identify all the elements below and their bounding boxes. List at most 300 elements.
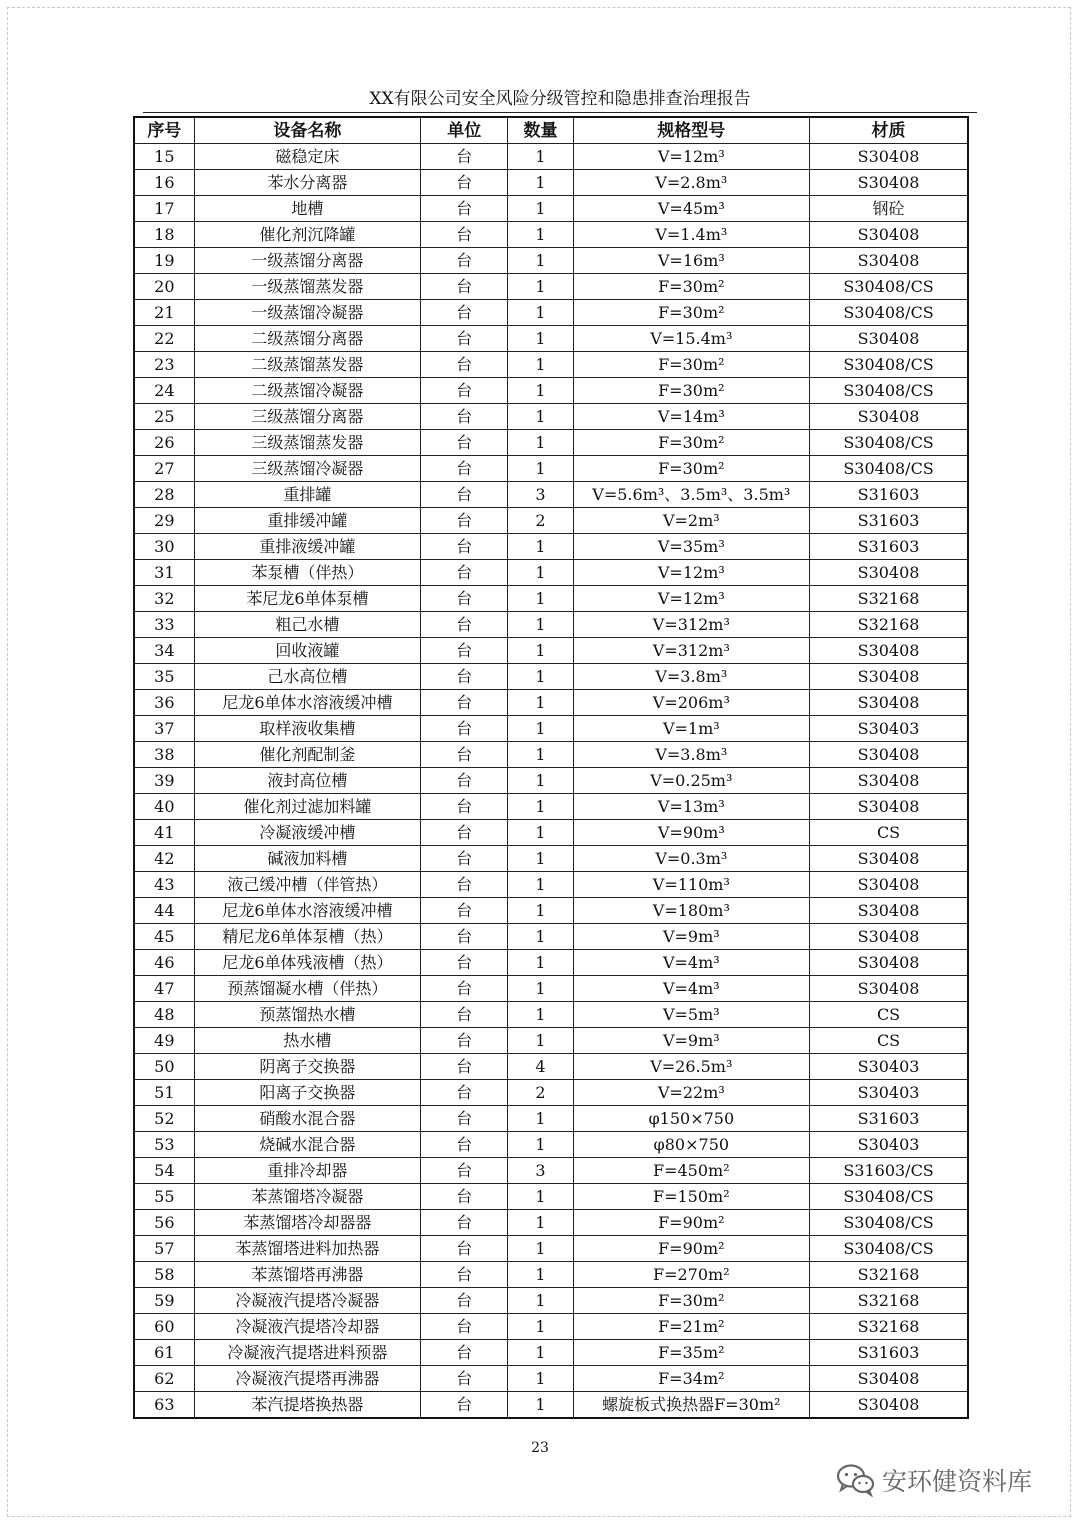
unit-cell: 台 — [421, 170, 508, 196]
row-index-cell: 19 — [134, 248, 194, 274]
unit-cell: 台 — [421, 898, 508, 924]
quantity-cell: 1 — [508, 1340, 573, 1366]
unit-cell: 台 — [421, 1080, 508, 1106]
specification-cell: F=30m² — [573, 1288, 810, 1314]
quantity-cell: 1 — [508, 300, 573, 326]
quantity-cell: 1 — [508, 1002, 573, 1028]
quantity-cell: 1 — [508, 1028, 573, 1054]
equipment-name-cell: 苯尼龙6单体泵槽 — [194, 586, 421, 612]
quantity-cell: 1 — [508, 196, 573, 222]
quantity-cell: 1 — [508, 378, 573, 404]
quantity-cell: 1 — [508, 846, 573, 872]
table-row — [134, 274, 968, 300]
table-row — [134, 1106, 968, 1132]
equipment-name-cell: 液封高位槽 — [194, 768, 421, 794]
unit-cell: 台 — [421, 976, 508, 1002]
quantity-cell: 1 — [508, 1314, 573, 1340]
row-index-cell: 39 — [134, 768, 194, 794]
page-number: 23 — [531, 1440, 549, 1456]
material-cell: S30408 — [810, 1366, 968, 1392]
row-index-cell: 16 — [134, 170, 194, 196]
row-index-cell: 35 — [134, 664, 194, 690]
equipment-name-cell: 预蒸馏热水槽 — [194, 1002, 421, 1028]
table-row — [134, 1392, 968, 1419]
table-row — [134, 144, 968, 170]
specification-cell: F=34m² — [573, 1366, 810, 1392]
specification-cell: V=5m³ — [573, 1002, 810, 1028]
quantity-cell: 1 — [508, 1210, 573, 1236]
unit-cell: 台 — [421, 352, 508, 378]
unit-cell: 台 — [421, 1340, 508, 1366]
quantity-cell: 1 — [508, 430, 573, 456]
equipment-name-cell: 冷凝液汽提塔冷却器 — [194, 1314, 421, 1340]
equipment-name-cell: 取样液收集槽 — [194, 716, 421, 742]
quantity-cell: 1 — [508, 768, 573, 794]
table-row — [134, 482, 968, 508]
unit-cell: 台 — [421, 534, 508, 560]
unit-cell: 台 — [421, 1002, 508, 1028]
quantity-cell: 1 — [508, 248, 573, 274]
table-row — [134, 1080, 968, 1106]
material-cell: 钢砼 — [810, 196, 968, 222]
row-index-cell: 31 — [134, 560, 194, 586]
row-index-cell: 38 — [134, 742, 194, 768]
material-cell: S30403 — [810, 1080, 968, 1106]
specification-cell: V=13m³ — [573, 794, 810, 820]
unit-cell: 台 — [421, 1314, 508, 1340]
material-cell: S30403 — [810, 1054, 968, 1080]
row-index-cell: 59 — [134, 1288, 194, 1314]
specification-cell: F=30m² — [573, 274, 810, 300]
specification-cell: φ80×750 — [573, 1132, 810, 1158]
material-cell: S30408 — [810, 638, 968, 664]
table-row — [134, 1028, 968, 1054]
specification-cell: V=12m³ — [573, 144, 810, 170]
material-cell: S30408 — [810, 872, 968, 898]
unit-cell: 台 — [421, 1262, 508, 1288]
row-index-cell: 42 — [134, 846, 194, 872]
equipment-name-cell: 硝酸水混合器 — [194, 1106, 421, 1132]
equipment-name-cell: 热水槽 — [194, 1028, 421, 1054]
specification-cell: F=30m² — [573, 300, 810, 326]
table-row — [134, 352, 968, 378]
unit-cell: 台 — [421, 144, 508, 170]
quantity-cell: 3 — [508, 482, 573, 508]
row-index-cell: 53 — [134, 1132, 194, 1158]
row-index-cell: 52 — [134, 1106, 194, 1132]
specification-cell: V=2.8m³ — [573, 170, 810, 196]
row-index-cell: 20 — [134, 274, 194, 300]
equipment-name-cell: 阴离子交换器 — [194, 1054, 421, 1080]
equipment-name-cell: 苯蒸馏塔冷凝器 — [194, 1184, 421, 1210]
quantity-cell: 1 — [508, 1392, 573, 1419]
material-cell: S30408/CS — [810, 1184, 968, 1210]
unit-cell: 台 — [421, 1158, 508, 1184]
unit-cell: 台 — [421, 794, 508, 820]
table-row — [134, 1184, 968, 1210]
equipment-name-cell: 一级蒸馏蒸发器 — [194, 274, 421, 300]
material-cell: S30408/CS — [810, 300, 968, 326]
equipment-name-cell: 液己缓冲槽（伴管热） — [194, 872, 421, 898]
row-index-cell: 41 — [134, 820, 194, 846]
material-cell: S30408 — [810, 560, 968, 586]
equipment-table — [133, 116, 969, 1419]
specification-cell: V=110m³ — [573, 872, 810, 898]
material-cell: S30408/CS — [810, 378, 968, 404]
specification-cell: V=1.4m³ — [573, 222, 810, 248]
quantity-cell: 1 — [508, 794, 573, 820]
specification-cell: V=90m³ — [573, 820, 810, 846]
unit-cell: 台 — [421, 924, 508, 950]
specification-cell: V=12m³ — [573, 586, 810, 612]
equipment-name-cell: 一级蒸馏分离器 — [194, 248, 421, 274]
material-cell: S30408/CS — [810, 274, 968, 300]
table-row — [134, 1002, 968, 1028]
equipment-name-cell: 重排液缓冲罐 — [194, 534, 421, 560]
equipment-name-cell: 一级蒸馏冷凝器 — [194, 300, 421, 326]
specification-cell: F=150m² — [573, 1184, 810, 1210]
material-cell: S30408 — [810, 248, 968, 274]
equipment-name-cell: 尼龙6单体水溶液缓冲槽 — [194, 690, 421, 716]
equipment-name-cell: 三级蒸馏蒸发器 — [194, 430, 421, 456]
material-cell: S30408 — [810, 404, 968, 430]
specification-cell: V=2m³ — [573, 508, 810, 534]
specification-cell: F=21m² — [573, 1314, 810, 1340]
row-index-cell: 34 — [134, 638, 194, 664]
table-row — [134, 248, 968, 274]
row-index-cell: 26 — [134, 430, 194, 456]
material-cell: CS — [810, 1002, 968, 1028]
unit-cell: 台 — [421, 248, 508, 274]
table-row — [134, 742, 968, 768]
unit-cell: 台 — [421, 690, 508, 716]
material-cell: CS — [810, 820, 968, 846]
material-cell: S30408 — [810, 898, 968, 924]
material-cell: S30408 — [810, 222, 968, 248]
row-index-cell: 15 — [134, 144, 194, 170]
unit-cell: 台 — [421, 482, 508, 508]
material-cell: S31603 — [810, 1340, 968, 1366]
equipment-name-cell: 苯汽提塔换热器 — [194, 1392, 421, 1419]
table-row — [134, 1366, 968, 1392]
table-row — [134, 976, 968, 1002]
table-row — [134, 378, 968, 404]
table-row — [134, 1210, 968, 1236]
equipment-name-cell: 阳离子交换器 — [194, 1080, 421, 1106]
row-index-cell: 56 — [134, 1210, 194, 1236]
specification-cell: 螺旋板式换热器F=30m² — [573, 1392, 810, 1419]
specification-cell: F=90m² — [573, 1236, 810, 1262]
column-header-specification: 规格型号 — [573, 117, 810, 144]
unit-cell: 台 — [421, 508, 508, 534]
material-cell: S32168 — [810, 1288, 968, 1314]
quantity-cell: 1 — [508, 742, 573, 768]
table-row — [134, 664, 968, 690]
unit-cell: 台 — [421, 1288, 508, 1314]
equipment-name-cell: 磁稳定床 — [194, 144, 421, 170]
table-row — [134, 898, 968, 924]
unit-cell: 台 — [421, 820, 508, 846]
row-index-cell: 30 — [134, 534, 194, 560]
specification-cell: F=450m² — [573, 1158, 810, 1184]
equipment-name-cell: 地槽 — [194, 196, 421, 222]
specification-cell: V=5.6m³、3.5m³、3.5m³ — [573, 482, 810, 508]
unit-cell: 台 — [421, 378, 508, 404]
row-index-cell: 23 — [134, 352, 194, 378]
row-index-cell: 33 — [134, 612, 194, 638]
unit-cell: 台 — [421, 1028, 508, 1054]
quantity-cell: 1 — [508, 144, 573, 170]
unit-cell: 台 — [421, 326, 508, 352]
wechat-icon — [836, 1463, 876, 1497]
table-row — [134, 430, 968, 456]
unit-cell: 台 — [421, 638, 508, 664]
unit-cell: 台 — [421, 1366, 508, 1392]
material-cell: S30408/CS — [810, 352, 968, 378]
material-cell: S31603 — [810, 534, 968, 560]
specification-cell: V=206m³ — [573, 690, 810, 716]
table-row — [134, 690, 968, 716]
equipment-name-cell: 烧碱水混合器 — [194, 1132, 421, 1158]
quantity-cell: 1 — [508, 820, 573, 846]
document-header-title: XX有限公司安全风险分级管控和隐患排查治理报告 — [143, 86, 977, 113]
column-header-quantity: 数量 — [508, 117, 573, 144]
unit-cell: 台 — [421, 742, 508, 768]
row-index-cell: 54 — [134, 1158, 194, 1184]
equipment-name-cell: 苯蒸馏塔冷却器器 — [194, 1210, 421, 1236]
unit-cell: 台 — [421, 274, 508, 300]
column-header-equipment-name: 设备名称 — [194, 117, 421, 144]
row-index-cell: 49 — [134, 1028, 194, 1054]
row-index-cell: 63 — [134, 1392, 194, 1419]
row-index-cell: 21 — [134, 300, 194, 326]
equipment-name-cell: 冷凝液缓冲槽 — [194, 820, 421, 846]
material-cell: S30403 — [810, 1132, 968, 1158]
material-cell: CS — [810, 1028, 968, 1054]
quantity-cell: 1 — [508, 1184, 573, 1210]
row-index-cell: 48 — [134, 1002, 194, 1028]
row-index-cell: 58 — [134, 1262, 194, 1288]
quantity-cell: 1 — [508, 898, 573, 924]
material-cell: S30408 — [810, 170, 968, 196]
specification-cell: F=270m² — [573, 1262, 810, 1288]
equipment-name-cell: 三级蒸馏冷凝器 — [194, 456, 421, 482]
equipment-name-cell: 二级蒸馏蒸发器 — [194, 352, 421, 378]
material-cell: S30408 — [810, 326, 968, 352]
equipment-name-cell: 己水高位槽 — [194, 664, 421, 690]
quantity-cell: 1 — [508, 872, 573, 898]
material-cell: S30408 — [810, 950, 968, 976]
material-cell: S30408 — [810, 976, 968, 1002]
material-cell: S31603 — [810, 482, 968, 508]
unit-cell: 台 — [421, 430, 508, 456]
unit-cell: 台 — [421, 950, 508, 976]
row-index-cell: 57 — [134, 1236, 194, 1262]
table-row — [134, 560, 968, 586]
table-row — [134, 924, 968, 950]
specification-cell: V=3.8m³ — [573, 742, 810, 768]
column-header-unit: 单位 — [421, 117, 508, 144]
table-row — [134, 716, 968, 742]
material-cell: S30408 — [810, 664, 968, 690]
table-row — [134, 1236, 968, 1262]
material-cell: S30408/CS — [810, 1236, 968, 1262]
column-header-index: 序号 — [134, 117, 194, 144]
specification-cell: V=35m³ — [573, 534, 810, 560]
row-index-cell: 44 — [134, 898, 194, 924]
specification-cell: V=12m³ — [573, 560, 810, 586]
equipment-name-cell: 碱液加料槽 — [194, 846, 421, 872]
row-index-cell: 37 — [134, 716, 194, 742]
material-cell: S30408 — [810, 690, 968, 716]
unit-cell: 台 — [421, 1236, 508, 1262]
specification-cell: F=30m² — [573, 430, 810, 456]
equipment-name-cell: 重排冷却器 — [194, 1158, 421, 1184]
quantity-cell: 1 — [508, 612, 573, 638]
specification-cell: V=180m³ — [573, 898, 810, 924]
equipment-name-cell: 苯泵槽（伴热） — [194, 560, 421, 586]
table-row — [134, 170, 968, 196]
row-index-cell: 60 — [134, 1314, 194, 1340]
equipment-name-cell: 尼龙6单体残液槽（热） — [194, 950, 421, 976]
material-cell: S30408 — [810, 144, 968, 170]
table-row — [134, 1262, 968, 1288]
row-index-cell: 46 — [134, 950, 194, 976]
quantity-cell: 1 — [508, 560, 573, 586]
material-cell: S31603 — [810, 1106, 968, 1132]
specification-cell: V=4m³ — [573, 950, 810, 976]
quantity-cell: 1 — [508, 1262, 573, 1288]
quantity-cell: 1 — [508, 1288, 573, 1314]
unit-cell: 台 — [421, 586, 508, 612]
specification-cell: F=30m² — [573, 456, 810, 482]
table-row — [134, 456, 968, 482]
specification-cell: V=4m³ — [573, 976, 810, 1002]
table-row — [134, 326, 968, 352]
table-row — [134, 534, 968, 560]
row-index-cell: 25 — [134, 404, 194, 430]
material-cell: S30408 — [810, 794, 968, 820]
table-row — [134, 508, 968, 534]
specification-cell: V=1m³ — [573, 716, 810, 742]
specification-cell: F=90m² — [573, 1210, 810, 1236]
specification-cell: V=22m³ — [573, 1080, 810, 1106]
row-index-cell: 27 — [134, 456, 194, 482]
unit-cell: 台 — [421, 846, 508, 872]
quantity-cell: 1 — [508, 950, 573, 976]
equipment-name-cell: 冷凝液汽提塔进料预器 — [194, 1340, 421, 1366]
equipment-name-cell: 催化剂配制釜 — [194, 742, 421, 768]
unit-cell: 台 — [421, 1054, 508, 1080]
row-index-cell: 55 — [134, 1184, 194, 1210]
row-index-cell: 45 — [134, 924, 194, 950]
row-index-cell: 24 — [134, 378, 194, 404]
specification-cell: V=26.5m³ — [573, 1054, 810, 1080]
specification-cell: F=30m² — [573, 352, 810, 378]
material-cell: S30408 — [810, 1392, 968, 1419]
watermark-text: 安环健资料库 — [882, 1467, 1033, 1496]
specification-cell: V=15.4m³ — [573, 326, 810, 352]
material-cell: S30408/CS — [810, 1210, 968, 1236]
quantity-cell: 2 — [508, 1080, 573, 1106]
unit-cell: 台 — [421, 222, 508, 248]
specification-cell: V=16m³ — [573, 248, 810, 274]
quantity-cell: 1 — [508, 1236, 573, 1262]
equipment-name-cell: 精尼龙6单体泵槽（热） — [194, 924, 421, 950]
material-cell: S30408 — [810, 742, 968, 768]
quantity-cell: 2 — [508, 508, 573, 534]
quantity-cell: 1 — [508, 404, 573, 430]
unit-cell: 台 — [421, 560, 508, 586]
specification-cell: F=30m² — [573, 378, 810, 404]
unit-cell: 台 — [421, 1210, 508, 1236]
table-row — [134, 638, 968, 664]
row-index-cell: 51 — [134, 1080, 194, 1106]
unit-cell: 台 — [421, 716, 508, 742]
unit-cell: 台 — [421, 1106, 508, 1132]
quantity-cell: 1 — [508, 690, 573, 716]
quantity-cell: 1 — [508, 170, 573, 196]
row-index-cell: 32 — [134, 586, 194, 612]
unit-cell: 台 — [421, 1132, 508, 1158]
row-index-cell: 29 — [134, 508, 194, 534]
material-cell: S30408/CS — [810, 430, 968, 456]
specification-cell: V=312m³ — [573, 638, 810, 664]
unit-cell: 台 — [421, 768, 508, 794]
row-index-cell: 62 — [134, 1366, 194, 1392]
equipment-name-cell: 三级蒸馏分离器 — [194, 404, 421, 430]
equipment-name-cell: 催化剂沉降罐 — [194, 222, 421, 248]
table-row — [134, 222, 968, 248]
equipment-name-cell: 回收液罐 — [194, 638, 421, 664]
quantity-cell: 1 — [508, 586, 573, 612]
material-cell: S30408 — [810, 924, 968, 950]
equipment-name-cell: 苯蒸馏塔进料加热器 — [194, 1236, 421, 1262]
material-cell: S30403 — [810, 716, 968, 742]
column-header-material: 材质 — [810, 117, 968, 144]
equipment-name-cell: 冷凝液汽提塔再沸器 — [194, 1366, 421, 1392]
specification-cell: φ150×750 — [573, 1106, 810, 1132]
unit-cell: 台 — [421, 300, 508, 326]
table-row — [134, 404, 968, 430]
row-index-cell: 43 — [134, 872, 194, 898]
unit-cell: 台 — [421, 612, 508, 638]
quantity-cell: 1 — [508, 716, 573, 742]
row-index-cell: 50 — [134, 1054, 194, 1080]
table-row — [134, 768, 968, 794]
table-body — [134, 144, 968, 1419]
specification-cell: V=0.25m³ — [573, 768, 810, 794]
row-index-cell: 22 — [134, 326, 194, 352]
quantity-cell: 4 — [508, 1054, 573, 1080]
table-row — [134, 196, 968, 222]
quantity-cell: 1 — [508, 222, 573, 248]
unit-cell: 台 — [421, 872, 508, 898]
table-row — [134, 1158, 968, 1184]
table-row — [134, 1132, 968, 1158]
watermark — [836, 1460, 1056, 1500]
material-cell: S32168 — [810, 586, 968, 612]
table-row — [134, 820, 968, 846]
table-row — [134, 872, 968, 898]
specification-cell: V=312m³ — [573, 612, 810, 638]
unit-cell: 台 — [421, 1184, 508, 1210]
equipment-name-cell: 二级蒸馏分离器 — [194, 326, 421, 352]
row-index-cell: 17 — [134, 196, 194, 222]
equipment-name-cell: 预蒸馏凝水槽（伴热） — [194, 976, 421, 1002]
table-row — [134, 1340, 968, 1366]
table-header-row — [134, 117, 968, 144]
